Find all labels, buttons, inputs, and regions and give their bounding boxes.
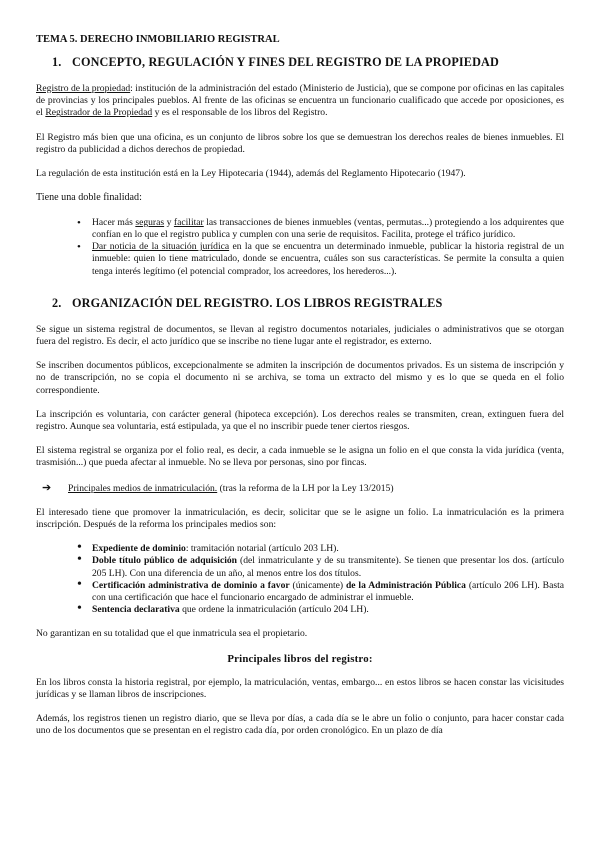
term-expediente-dominio: Expediente de dominio	[92, 543, 186, 555]
term-registrador: Registrador de la Propiedad	[45, 107, 153, 119]
paragraph-folio-real: El sistema registral se organiza por el folio real, es decir, a cada inmueble se le asigna un folio en el que consta la vida jurídica (venta, trasmisión...) que pueda afectar al inmueble. No se lleva por personas, sino por fincas.	[36, 445, 564, 469]
libros-heading: Principales libros del registro:	[227, 652, 373, 665]
list-item	[92, 604, 564, 616]
list-item	[92, 241, 564, 278]
paragraph-regulacion: La regulación de esta institución está en la Ley Hipotecaria (1944), además del Reglamento Hipotecario (1947).	[36, 168, 466, 180]
list-item	[92, 543, 564, 555]
inmatriculacion-subheading	[36, 482, 564, 495]
paragraph-inmatriculacion: El interesado tiene que promover la inmatriculación, es decir, solicitar que se le asigne un folio. La inmatriculación es la primera inscripción. Después de la reforma los principales medios son:	[36, 506, 564, 531]
list-item	[92, 580, 564, 604]
paragraph-doble-finalidad: Tiene una doble finalidad:	[36, 192, 142, 204]
section-1-heading	[36, 55, 564, 70]
medios-list	[36, 543, 564, 616]
section-2-number: 2.	[52, 295, 62, 310]
text-fragment: en la que se encuentra un determinado inmueble, publicar la historia registral de un inmueble: quien lo tiene matriculado, donde se encuentra, cuáles son sus características. Se permite la consulta a quien tenga interés legítimo (el potencial comprador, los acreedores, los herederos...).	[92, 241, 564, 277]
text-fragment: (tras la reforma de la LH por la Ley 13/2015)	[217, 482, 394, 494]
term-registro-propiedad: Registro de la propiedad	[36, 83, 131, 94]
paragraph-registro-definition	[36, 83, 564, 120]
text-fragment: : tramitación notarial (artículo 203 LH).	[185, 543, 339, 555]
term-dar-noticia: Dar noticia de la situación jurídica	[92, 241, 230, 253]
text-fragment: y	[164, 216, 174, 228]
text-fragment: : institución de la administración del estado (Ministerio de Justicia), que se compone por oficinas en las capitales de provincias y los principales pueblos. Al frente de las oficinas se encuentra un funcionario cualificado que accede por oposiciones, es el	[36, 83, 565, 119]
document-title: TEMA 5. DERECHO INMOBILIARIO REGISTRAL	[36, 34, 280, 45]
term-medios-inmatriculacion: Principales medios de inmatriculación.	[68, 482, 218, 494]
list-item	[92, 217, 564, 241]
text-fragment: las transacciones de bienes inmuebles (ventas, permutas...) protegiendo a los adquirentes que confían en lo que el registro publica y cumplen con una serie de requisitos. Facilita, protege el tráfico jurídico.	[92, 216, 565, 241]
term-sentencia-declarativa: Sentencia declarativa	[92, 604, 180, 616]
term-certificacion-administrativa: Certificación administrativa de dominio a favor	[92, 579, 290, 591]
paragraph-registro-libros: El Registro más bien que una oficina, es un conjunto de libros sobre los que se demuestran los derechos reales de bienes inmuebles. El registro da publicidad a dichos derechos de propiedad.	[36, 131, 564, 155]
text-fragment: y es el responsable de los libros del Registro.	[152, 107, 328, 119]
term-facilitar: facilitar	[173, 216, 204, 228]
text-fragment: (artículo 206 LH). Basta con una certificación que hace el funcionario encargado de administrar el inmueble.	[92, 579, 564, 604]
term-seguras: seguras	[135, 216, 165, 228]
text-fragment: Hacer más	[92, 216, 136, 228]
section-1-number: 1.	[52, 55, 62, 69]
paragraph-registro-diario: Además, los registros tienen un registro diario, que se lleva por días, a cada día se le abre un folio o conjunto, para hacer constar cada uno de los documentos que se presentan en el registro cada día, por orden cronológico. En un plazo de día	[36, 713, 564, 737]
paragraph-historia-registral: En los libros consta la historia registral, por ejemplo, la matriculación, ventas, embargo... en estos libros se hacen constar las vicisitudes jurídicas y se llaman libros de inscripciones.	[36, 676, 564, 700]
paragraph-no-garantizan: No garantizan en su totalidad que el que inmatricula sea el propietario.	[36, 628, 308, 640]
section-1-title: CONCEPTO, REGULACIÓN Y FINES DEL REGISTRO DE LA PROPIEDAD	[72, 55, 499, 69]
finalidad-list	[36, 217, 564, 278]
list-item	[92, 555, 564, 579]
term-administracion-publica: de la Administración Pública	[345, 579, 466, 591]
paragraph-documentos-publicos: Se inscriben documentos públicos, excepcionalmente se admiten la inscripción de documentos privados. Es un sistema de inscripción y no de transcripción, no se copia el documento ni se archiva, se toma un extracto del mismo y es lo que se queda en el folio correspondiente.	[36, 360, 564, 396]
section-2-title: ORGANIZACIÓN DEL REGISTRO. LOS LIBROS REGISTRALES	[72, 295, 443, 310]
paragraph-inscripcion-voluntaria: La inscripción es voluntaria, con carácter general (hipoteca excepción). Los derechos reales se transmiten, crean, extinguen fuera del registro. Aunque sea voluntaria, está estipulada, ya que el no inscribir puede tener ciertos riesgos.	[36, 408, 564, 433]
section-2-heading	[36, 296, 564, 311]
text-fragment: que ordene la inmatriculación (artículo 204 LH).	[179, 604, 369, 616]
text-fragment: (únicamente)	[289, 579, 346, 591]
arrow-right-icon: ➔	[42, 481, 52, 494]
text-fragment: (del inmatriculante y de su transmitente). Se tienen que presentar los dos. (artículo 205 LH). Con una diferencia de un año, al menos entre los dos títulos.	[92, 555, 564, 579]
term-doble-titulo: Doble título público de adquisición	[92, 555, 237, 567]
paragraph-sistema-documentos: Se sigue un sistema registral de documentos, se llevan al registro documentos notariales, judiciales o administrativos que se otorgan fuera del registro. Es decir, el acto jurídico que se inscribe no tiene lugar ante el registrador, es externo.	[36, 323, 564, 348]
